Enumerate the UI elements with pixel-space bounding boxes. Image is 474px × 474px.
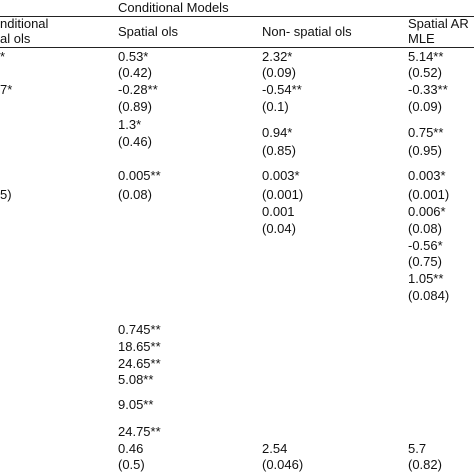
col0-cell: * [0,49,6,64]
cell-spatial-ols: 0.46 [118,441,144,456]
cell-spatial-ols: -0.28** [118,82,158,97]
group-header: Conditional Models [118,0,229,15]
cell-spatial-ar-mle: -0.33** [408,82,448,97]
cell-spatial-ols: (0.08) [118,187,152,202]
col0-cell: 7* [0,82,13,97]
cell-spatial-ar-mle: -0.56* [408,238,443,253]
cell-spatial-ar-mle: 5.14** [408,49,444,64]
cell-spatial-ar-mle: (0.084) [408,288,450,303]
column-header-non-spatial-ols: Non- spatial ols [262,24,352,39]
cell-spatial-ols: 5.08** [118,372,154,387]
cell-non-spatial-ols: 0.001 [262,204,295,219]
column-header-spatial-ar-line2: MLE [408,31,435,46]
cell-spatial-ols: 0.53* [118,49,149,64]
cell-non-spatial-ols: (0.04) [262,221,296,236]
cell-non-spatial-ols: 2.32* [262,49,293,64]
header-bottom-rule [0,47,474,48]
cell-spatial-ar-mle: (0.08) [408,221,442,236]
cell-spatial-ols: 1.3* [118,117,142,132]
cell-non-spatial-ols: 2.54 [262,441,288,456]
cell-non-spatial-ols: -0.54** [262,82,302,97]
cell-non-spatial-ols: (0.046) [262,457,304,472]
cell-spatial-ar-mle: 0.75** [408,125,444,140]
cell-spatial-ar-mle: (0.001) [408,187,450,202]
cell-spatial-ar-mle: 0.006* [408,204,446,219]
column-header-spatial-ar-line1: Spatial AR [408,16,469,31]
cell-spatial-ar-mle: 1.05** [408,271,444,286]
cell-spatial-ols: 18.65** [118,339,161,354]
cell-spatial-ar-mle: (0.95) [408,143,442,158]
column-header-spatial-ols: Spatial ols [118,24,178,39]
cell-non-spatial-ols: (0.85) [262,143,296,158]
cell-spatial-ols: (0.42) [118,65,152,80]
cell-spatial-ar-mle: (0.52) [408,65,442,80]
cell-non-spatial-ols: 0.003* [262,168,300,183]
cell-spatial-ar-mle: 5.7 [408,441,427,456]
cell-spatial-ols: 0.745** [118,322,161,337]
cell-spatial-ols: 24.65** [118,356,161,371]
col0-cell: 5) [0,187,12,202]
cell-spatial-ar-mle: (0.09) [408,99,442,114]
column-header-conditional-line1: nditional [0,16,49,31]
cell-spatial-ar-mle: (0.75) [408,254,442,269]
cell-spatial-ar-mle: 0.003* [408,168,446,183]
cell-non-spatial-ols: (0.09) [262,65,296,80]
column-header-conditional-line2: al ols [0,31,31,46]
cell-spatial-ols: 0.005** [118,168,161,183]
cell-spatial-ols: (0.5) [118,457,145,472]
cell-spatial-ar-mle: (0.82) [408,457,442,472]
cell-spatial-ols: (0.46) [118,134,152,149]
cell-spatial-ols: (0.89) [118,99,152,114]
cell-spatial-ols: 9.05** [118,397,154,412]
group-header-rule [0,16,474,17]
cell-spatial-ols: 24.75** [118,424,161,439]
cell-non-spatial-ols: (0.1) [262,99,289,114]
cell-non-spatial-ols: 0.94* [262,125,293,140]
cell-non-spatial-ols: (0.001) [262,187,304,202]
